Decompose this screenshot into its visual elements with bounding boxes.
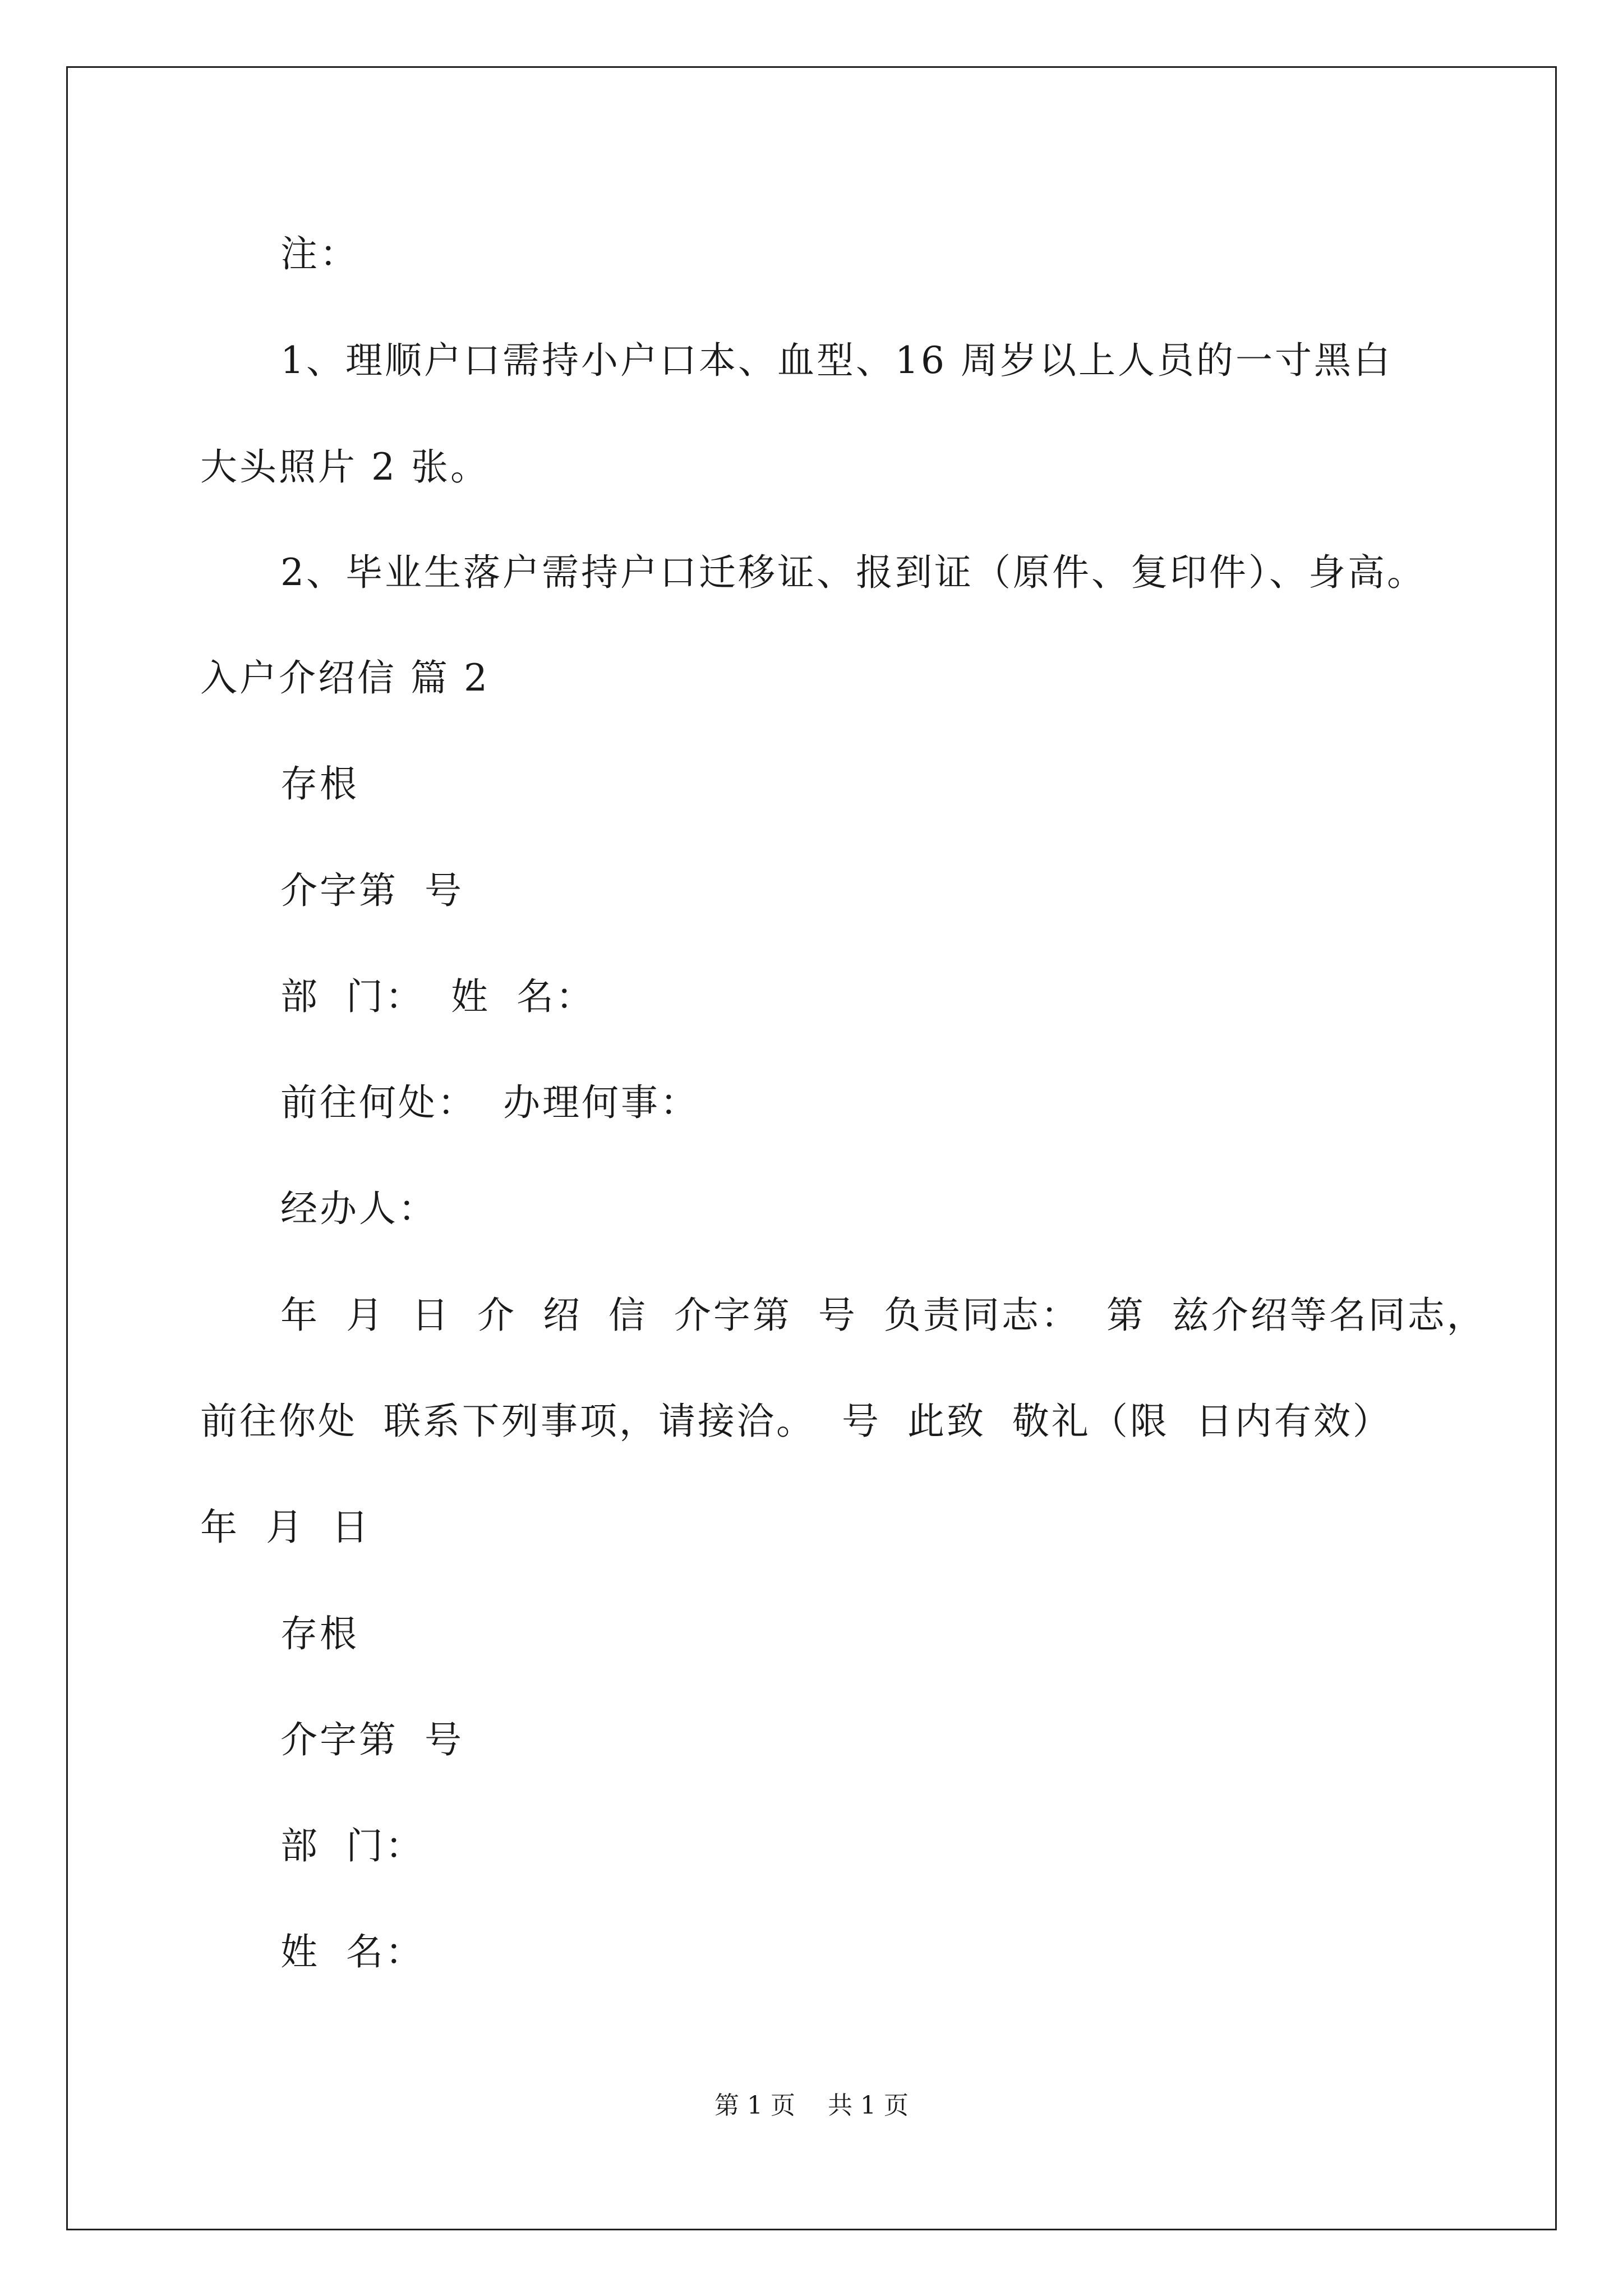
reference-number-2: 介字第 号	[280, 1718, 464, 1761]
letter-body-line-1: 年 月 日 介 绍 信 介字第 号 负责同志： 第 兹介绍等名同志，	[280, 1294, 1486, 1337]
note-item-1: 1、理顺户口需持小户口本、血型、16 周岁以上人员的一寸黑白	[280, 339, 1393, 382]
destination-business-line: 前往何处： 办理何事：	[280, 1081, 699, 1124]
letter-body-line-2: 前往你处 联系下列事项，请接洽。 号 此致 敬礼（限 日内有效）	[200, 1400, 1392, 1443]
note-item-1-continued: 大头照片 2 张。	[200, 445, 490, 489]
stub-heading: 存根	[280, 762, 359, 806]
department-name-line: 部 门： 姓 名：	[280, 975, 595, 1018]
reference-number: 介字第 号	[280, 869, 464, 912]
page-number-footer: 第 1 页 共 1 页	[714, 2091, 909, 2120]
note-heading: 注：	[280, 232, 359, 275]
section-title: 入户介绍信 篇 2	[200, 656, 490, 700]
handler-line: 经办人：	[280, 1187, 437, 1230]
name-line: 姓 名：	[280, 1930, 425, 1973]
note-item-2: 2、毕业生落户需持户口迁移证、报到证（原件、复印件）、身高。	[280, 551, 1426, 594]
date-line: 年 月 日	[200, 1506, 371, 1549]
stub-heading-2: 存根	[280, 1612, 359, 1655]
page-border	[66, 66, 1557, 2230]
department-line: 部 门：	[280, 1824, 425, 1867]
